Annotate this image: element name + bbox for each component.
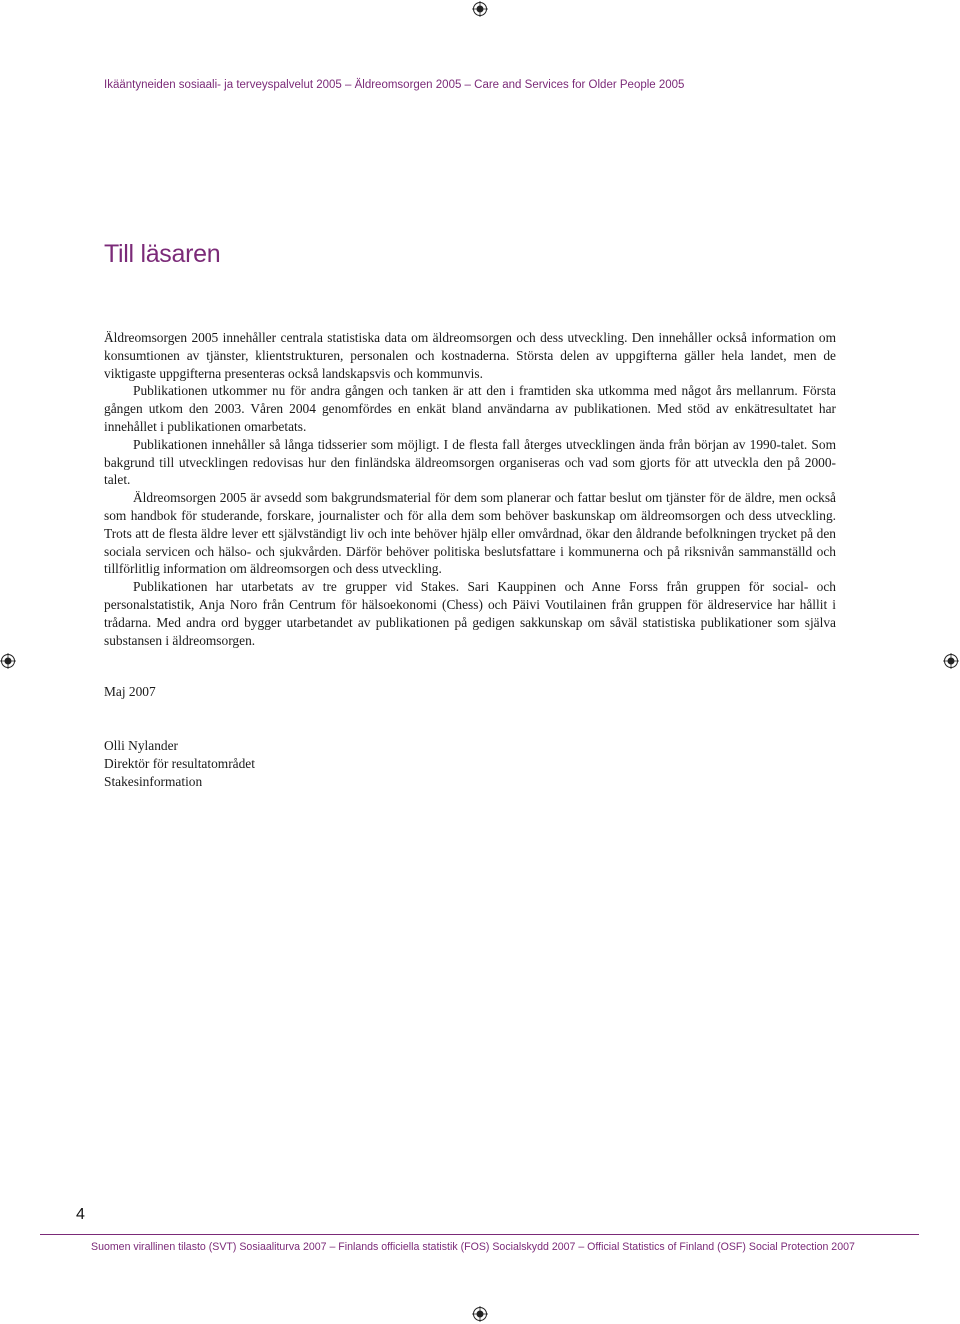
running-footer: Suomen virallinen tilasto (SVT) Sosiaaliturva 2007 – Finlands officiella statistik (FOS) Socialskydd 2007 – Official Statistics of Finland (OSF) Social Protection 2007: [91, 1241, 855, 1253]
registration-mark-icon: [472, 1, 488, 17]
running-header: Ikääntyneiden sosiaali- ja terveyspalvelut 2005 – Äldreomsorgen 2005 – Care and Services for Older People 2005: [104, 79, 685, 91]
paragraph: Publikationen har utarbetats av tre grupper vid Stakes. Sari Kauppinen och Anne Forss från gruppen för social- och personalstatistik, Anja Noro från Centrum för hälsoekonomi (Chess) och Päivi Voutilainen från gruppen för äldreservice har hållit i trådarna. Med andra ord bygger utarbetandet av publikationen på gedigen sakkunskap om såväl statistiska publikationer som själva substansen i äldreomsorgen.: [104, 579, 836, 648]
paragraph: Äldreomsorgen 2005 är avsedd som bakgrundsmaterial för dem som planerar och fattar beslut om tjänster för de äldre, men också som handbok för studerande, forskare, journalister och för alla dem som behöver baskunskap om äldreomsorgen och dess utveckling. Trots att de flesta äldre lever ett självständigt liv och inte behöver hjälp eller omvårdnad, ökar den åldrande befolkningen trycket på den sociala servicen och hälso- och sjukvården. Därför behöver politiska beslutsfattare i kommunerna och på riksnivån sammanställd och tillförlitlig information om äldreomsorgen och dess utveckling.: [104, 490, 836, 577]
page-title: Till läsaren: [104, 240, 221, 268]
signatory-role: Direktör för resultatområdet: [104, 755, 255, 771]
signatory-name: Olli Nylander: [104, 738, 179, 753]
paragraph: Publikationen utkommer nu för andra gången och tanken är att den i framtiden ska utkomma med något års mellanrum. Första gången utkom den 2003. Våren 2004 genomfördes en enkät bland användarna av publikationen. Med stöd av enkätresultatet har innehållet i publikationen omarbetats.: [104, 383, 836, 434]
signatory-organization: Stakesinformation: [104, 773, 203, 789]
page-number: 4: [76, 1206, 85, 1223]
paragraph: Publikationen innehåller så långa tidsserier som möjligt. I de flesta fall återges utvecklingen ända från början av 1990-talet. Som bakgrund till utvecklingen redovisas hur den finländska äldreomsorgen organiseras och vad som gjorts för att utveckla den på 2000-talet.: [104, 436, 836, 488]
body-text: [104, 329, 836, 649]
registration-mark-icon: [943, 653, 959, 669]
paragraph: Äldreomsorgen 2005 innehåller centrala statistiska data om äldreomsorgen och dess utveckling. Den innehåller också information om konsumtionen av tjänster, klientstrukturen, personalen och kostnaderna. Största delen av uppgifterna gäller hela landet, men de viktigaste uppgifterna presenteras också landskapsvis och kommunvis.: [104, 330, 836, 381]
registration-mark-icon: [472, 1306, 488, 1322]
signature-block: [104, 737, 255, 790]
registration-mark-icon: [0, 653, 16, 669]
date-line: Maj 2007: [104, 684, 156, 699]
footer-divider: [40, 1234, 919, 1235]
